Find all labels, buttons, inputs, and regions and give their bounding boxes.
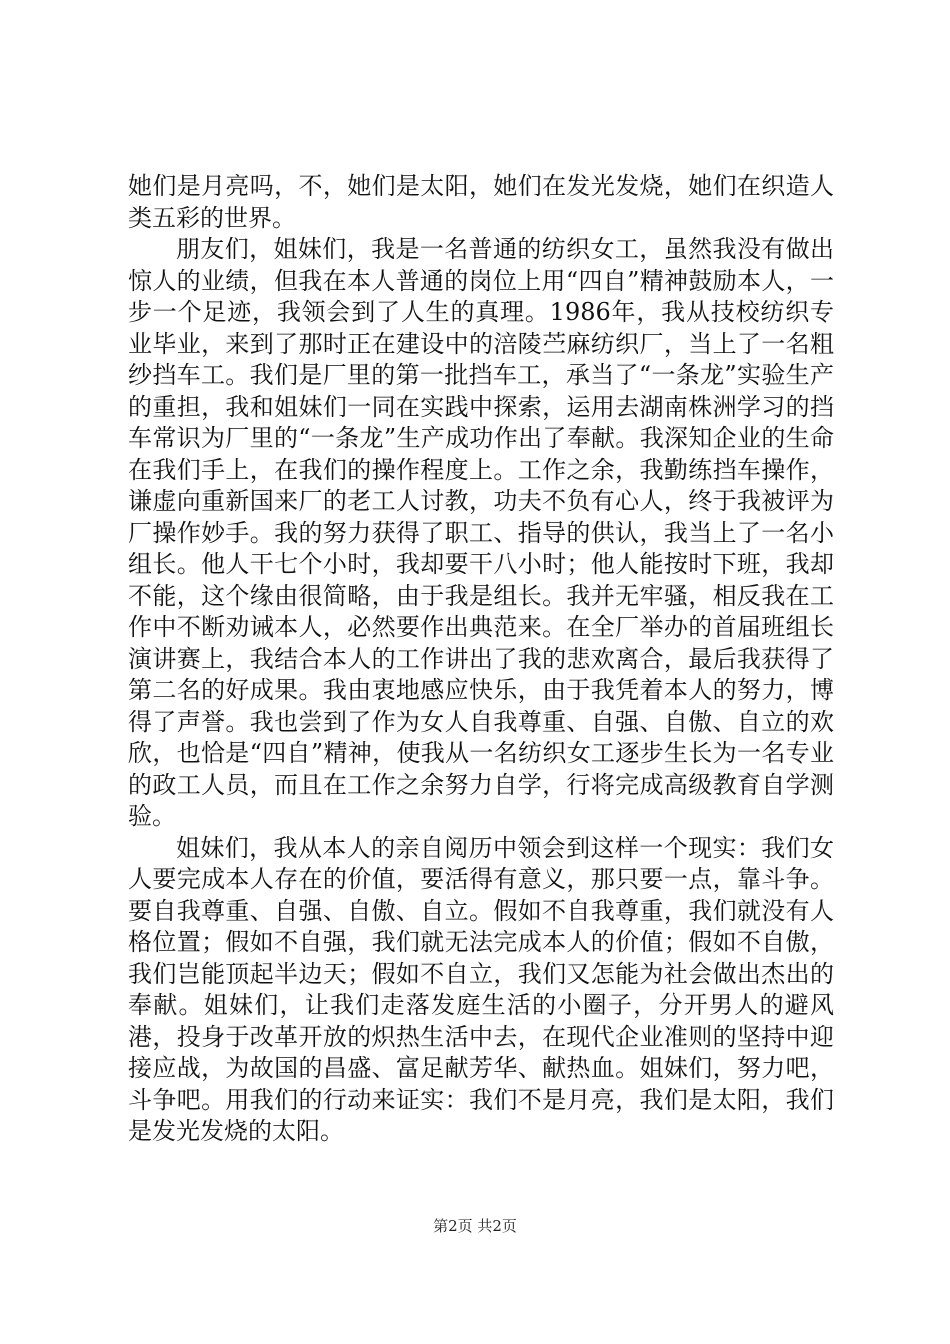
page-number: 第2页 共2页 xyxy=(433,1217,517,1235)
page-footer xyxy=(0,1216,950,1236)
paragraph-conclusion: 姐妹们，我从本人的亲自阅历中领会到这样一个现实：我们女人要完成本人存在的价值，要活得有意义，那只要一点，靠斗争。要自我尊重、自强、自傲、自立。假如不自我尊重，我们就没有人格位置；假如不自强，我们就无法完成本人的价值；假如不自傲，我们岂能顶起半边天；假如不自立，我们又怎能为社会做出杰出的奉献。姐妹们，让我们走落发庭生活的小圈子，分开男人的避风港，投身于改革开放的炽热生活中去，在现代企业准则的坚持中迎接应战，为故国的昌盛、富足献芳华、献热血。姐妹们，努力吧，斗争吧。用我们的行动来证实：我们不是月亮，我们是太阳，我们是发光发烧的太阳。 xyxy=(128,833,834,1145)
paragraph-experience: 朋友们，姐妹们，我是一名普通的纺织女工，虽然我没有做出惊人的业绩，但我在本人普通的岗位上用“四自”精神鼓励本人，一步一个足迹，我领会到了人生的真理。1986年，我从技校纺织专业毕业，来到了那时正在建设中的涪陵苎麻纺织厂，当上了一名粗纱挡车工。我们是厂里的第一批挡车工，承当了“一条龙”实验生产的重担，我和姐妹们一同在实践中探索，运用去湖南株洲学习的挡车常识为厂里的“一条龙”生产成功作出了奉献。我深知企业的生命在我们手上，在我们的操作程度上。工作之余，我勤练挡车操作，谦虚向重新国来厂的老工人讨教，功夫不负有心人，终于我被评为厂操作妙手。我的努力获得了职工、指导的供认，我当上了一名小组长。他人干七个小时，我却要干八小时；他人能按时下班，我却不能，这个缘由很简略，由于我是组长。我并无牢骚，相反我在工作中不断劝诫本人，必然要作出典范来。在全厂举办的首届班组长演讲赛上，我结合本人的工作讲出了我的悲欢离合，最后我获得了第二名的好成果。我由衷地感应快乐，由于我凭着本人的努力，博得了声誉。我也尝到了作为女人自我尊重、自强、自傲、自立的欢欣，也恰是“四自”精神，使我从一名纺织女工逐步生长为一名专业的政工人员，而且在工作之余努力自学，行将完成高级教育自学测验。 xyxy=(128,235,834,830)
body-text xyxy=(128,171,834,1148)
paragraph-continuation: 她们是月亮吗，不，她们是太阳，她们在发光发烧，她们在织造人类五彩的世界。 xyxy=(128,172,834,232)
